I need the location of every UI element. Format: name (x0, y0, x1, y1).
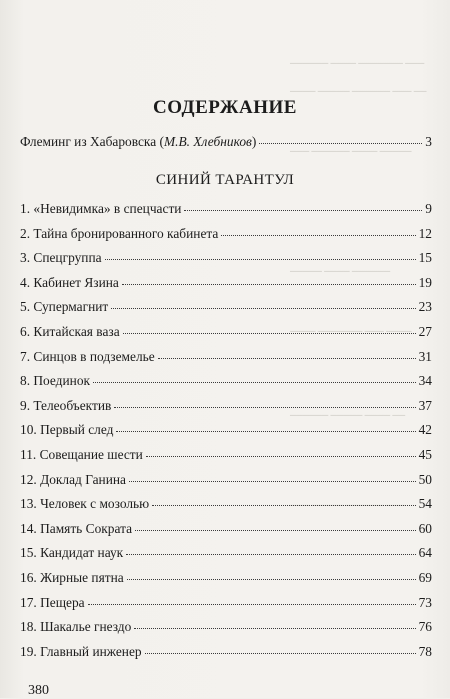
toc-entry-page: 73 (418, 594, 432, 610)
toc-entry-page: 12 (418, 225, 432, 241)
toc-entry-page: 60 (418, 520, 432, 536)
toc-entry-page: 31 (418, 348, 432, 364)
toc-entry-page: 45 (418, 447, 432, 462)
toc-entry-intro[interactable] (20, 133, 432, 151)
dot-leader (123, 333, 416, 334)
toc-entry-page: 9 (425, 201, 432, 216)
toc-entry[interactable] (20, 225, 432, 243)
dot-leader (221, 235, 415, 236)
dot-leader (259, 143, 422, 144)
toc-entry-label: 14. Память Сократа (20, 520, 133, 536)
bleed-through-decoration: ─── ────── ──── ───── (290, 146, 412, 156)
toc-entry-page: 23 (418, 299, 432, 315)
toc-entry-page: 78 (418, 643, 432, 659)
section-heading: СИНИЙ ТАРАНТУЛ (155, 172, 295, 188)
dot-leader (88, 604, 416, 605)
toc-entry[interactable] (20, 495, 432, 513)
toc-entry[interactable] (20, 348, 432, 366)
toc-entry-label: 1. «Невидимка» в спецчасти (20, 201, 182, 216)
toc-entry[interactable] (20, 618, 432, 636)
dot-leader (105, 259, 416, 260)
toc-entry[interactable] (20, 274, 432, 292)
toc-entry-label: 17. Пещера (20, 594, 85, 610)
toc-entry[interactable] (20, 544, 432, 562)
toc-entry[interactable] (20, 249, 432, 267)
bleed-through-decoration: ──── ───── ────── ─── ── (290, 86, 427, 96)
toc-entry-label: 13. Человек с мозолью (20, 496, 150, 512)
dot-leader (152, 505, 415, 506)
toc-entry[interactable] (20, 569, 432, 587)
toc-entry-label: 12. Доклад Ганина (20, 471, 127, 487)
toc-entry-label: 6. Китайская ваза (20, 324, 120, 339)
toc-entry[interactable] (20, 594, 432, 612)
dot-leader (145, 653, 416, 654)
toc-title: СОДЕРЖАНИЕ (153, 97, 297, 118)
toc-entry-label: 10. Первый след (20, 422, 114, 438)
bleed-through-decoration: ───── ──── ────── (290, 266, 391, 276)
toc-entry[interactable] (20, 520, 432, 538)
toc-entry[interactable] (20, 323, 432, 341)
toc-entry-page: 50 (418, 471, 432, 487)
toc-entry-label: 4. Кабинет Язина (20, 274, 119, 290)
toc-entry-label: 19. Главный инженер (20, 643, 142, 659)
toc-entry[interactable] (20, 397, 432, 415)
toc-entry-page: 27 (418, 324, 432, 339)
dot-leader (134, 628, 415, 629)
toc-entry-label: 8. Поединок (20, 373, 91, 389)
toc-entry[interactable] (20, 471, 432, 489)
toc-entry-page: 42 (418, 422, 432, 438)
author-name: М.В. Хлебников (164, 134, 252, 149)
bleed-through-decoration: ─── ───── ────── ─── (290, 500, 406, 510)
toc-entry-page: 37 (418, 397, 432, 413)
dot-leader (93, 382, 416, 383)
toc-entry-label: 5. Супермагнит (20, 299, 109, 315)
toc-entry-page: 69 (418, 570, 432, 585)
toc-entry-label: 9. Телеобъектив (20, 397, 112, 413)
toc-entry-label: 16. Жирные пятна (20, 570, 124, 585)
toc-entry-page: 64 (418, 545, 432, 561)
toc-entry-label: 2. Тайна бронированного кабинета (20, 225, 219, 241)
toc-entry-page: 3 (425, 134, 432, 149)
toc-entry-page: 76 (418, 619, 432, 635)
toc-entry-label: 7. Синцов в подземелье (20, 348, 155, 364)
toc-entry[interactable] (20, 372, 432, 390)
toc-entry[interactable] (20, 643, 432, 661)
toc-entry-label: 18. Шакалье гнездо (20, 619, 132, 635)
dot-leader (129, 481, 416, 482)
toc-entry-page: 54 (418, 496, 432, 512)
toc-entry-label: Флеминг из Хабаровска (М.В. Хлебников) (20, 134, 257, 149)
dot-leader (122, 284, 416, 285)
dot-leader (116, 431, 415, 432)
toc-entry-label: 3. Спецгруппа (20, 250, 102, 266)
dot-leader (111, 308, 415, 309)
dot-leader (158, 358, 416, 359)
dot-leader (127, 579, 416, 580)
toc-entry[interactable] (20, 446, 432, 464)
toc-entry-page: 19 (418, 274, 432, 290)
toc-entry-page: 15 (418, 250, 432, 266)
page-number: 380 (28, 683, 49, 698)
bleed-through-decoration: ────── ──── ─────── ─── (290, 58, 425, 68)
bleed-through-decoration: ──── ─────── ─── ──── (290, 326, 412, 336)
dot-leader (126, 554, 415, 555)
toc-entry[interactable] (20, 200, 432, 218)
toc-entry[interactable] (20, 298, 432, 316)
dot-leader (146, 456, 416, 457)
toc-entry-label: 11. Совещание шести (20, 447, 143, 462)
bleed-through-decoration: ────── ───── ──── ── (290, 410, 406, 420)
dot-leader (114, 407, 415, 408)
dot-leader (135, 530, 416, 531)
toc-entry[interactable] (20, 421, 432, 439)
toc-entry-page: 34 (418, 373, 432, 389)
toc-entry-label: 15. Кандидат наук (20, 545, 124, 561)
dot-leader (184, 210, 422, 211)
